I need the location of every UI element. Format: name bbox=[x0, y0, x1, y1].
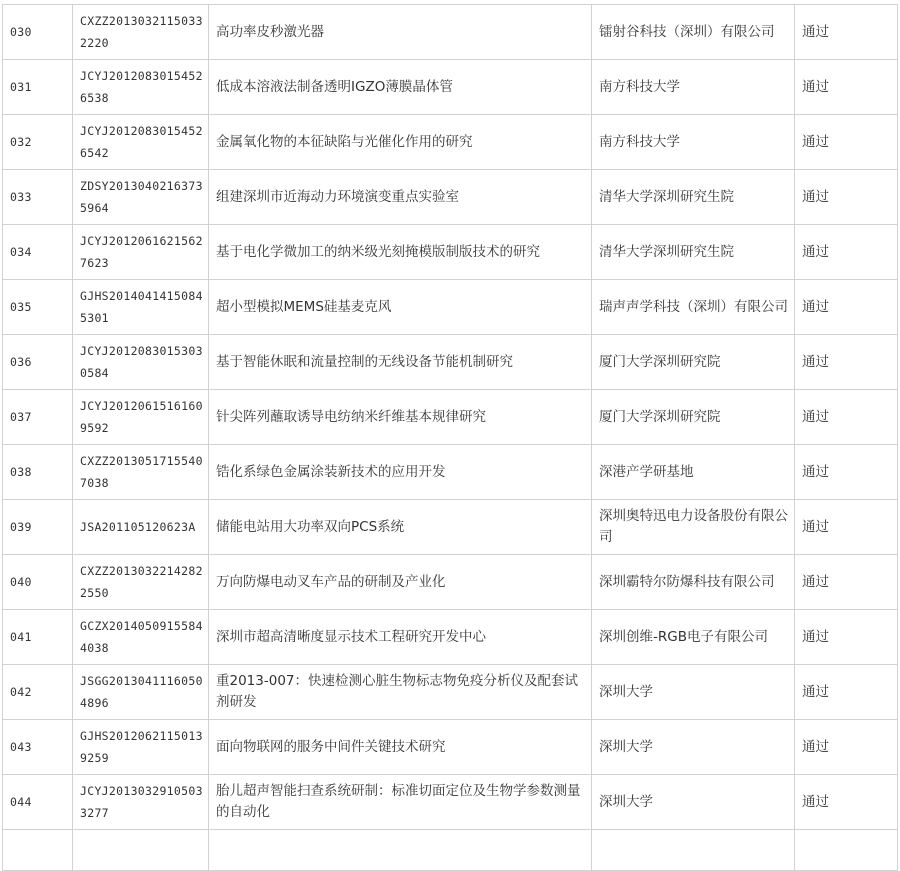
project-name-cell: 锆化系绿色金属涂装新技术的应用开发 bbox=[209, 445, 592, 500]
row-number-cell: 042 bbox=[3, 665, 73, 720]
project-code-cell: JCYJ20120615161609592 bbox=[73, 390, 209, 445]
project-name-cell: 组建深圳市近海动力环境演变重点实验室 bbox=[209, 170, 592, 225]
organization-cell: 深圳大学 bbox=[592, 775, 795, 830]
table-body bbox=[3, 5, 898, 871]
organization-cell: 深圳大学 bbox=[592, 720, 795, 775]
project-code-cell bbox=[73, 830, 209, 871]
project-code-cell: GJHS20120621150139259 bbox=[73, 720, 209, 775]
organization-cell: 深圳霸特尔防爆科技有限公司 bbox=[592, 555, 795, 610]
row-number-cell bbox=[3, 830, 73, 871]
row-number-cell: 039 bbox=[3, 500, 73, 555]
project-name-cell: 低成本溶液法制备透明IGZO薄膜晶体管 bbox=[209, 60, 592, 115]
project-name-cell: 基于电化学微加工的纳米级光刻掩模版制版技术的研究 bbox=[209, 225, 592, 280]
organization-cell: 厦门大学深圳研究院 bbox=[592, 390, 795, 445]
project-acceptance-table bbox=[2, 4, 898, 871]
table-row bbox=[3, 830, 898, 871]
project-name-cell: 针尖阵列蘸取诱导电纺纳米纤维基本规律研究 bbox=[209, 390, 592, 445]
result-cell: 通过 bbox=[795, 335, 898, 390]
project-code-cell: JCYJ20120830153030584 bbox=[73, 335, 209, 390]
row-number-cell: 043 bbox=[3, 720, 73, 775]
project-code-cell: JCYJ20130329105033277 bbox=[73, 775, 209, 830]
table-row bbox=[3, 335, 898, 390]
table-row bbox=[3, 115, 898, 170]
table-row bbox=[3, 665, 898, 720]
row-number-cell: 031 bbox=[3, 60, 73, 115]
project-code-cell: JCYJ20120616215627623 bbox=[73, 225, 209, 280]
table-row bbox=[3, 170, 898, 225]
project-code-cell: CXZZ20130321150332220 bbox=[73, 5, 209, 60]
organization-cell: 清华大学深圳研究生院 bbox=[592, 170, 795, 225]
row-number-cell: 030 bbox=[3, 5, 73, 60]
row-number-cell: 034 bbox=[3, 225, 73, 280]
project-code-cell: JCYJ20120830154526542 bbox=[73, 115, 209, 170]
table-row bbox=[3, 775, 898, 830]
table-row bbox=[3, 500, 898, 555]
row-number-cell: 036 bbox=[3, 335, 73, 390]
row-number-cell: 041 bbox=[3, 610, 73, 665]
result-cell: 通过 bbox=[795, 500, 898, 555]
row-number-cell: 035 bbox=[3, 280, 73, 335]
project-name-cell: 胎儿超声智能扫查系统研制：标准切面定位及生物学参数测量的自动化 bbox=[209, 775, 592, 830]
table-row bbox=[3, 720, 898, 775]
project-name-cell: 面向物联网的服务中间件关键技术研究 bbox=[209, 720, 592, 775]
organization-cell: 清华大学深圳研究生院 bbox=[592, 225, 795, 280]
project-name-cell: 储能电站用大功率双向PCS系统 bbox=[209, 500, 592, 555]
organization-cell: 镭射谷科技（深圳）有限公司 bbox=[592, 5, 795, 60]
result-cell: 通过 bbox=[795, 280, 898, 335]
row-number-cell: 037 bbox=[3, 390, 73, 445]
result-cell: 通过 bbox=[795, 775, 898, 830]
organization-cell: 厦门大学深圳研究院 bbox=[592, 335, 795, 390]
project-code-cell: JSGG20130411160504896 bbox=[73, 665, 209, 720]
result-cell: 通过 bbox=[795, 390, 898, 445]
project-name-cell: 万向防爆电动叉车产品的研制及产业化 bbox=[209, 555, 592, 610]
project-code-cell: ZDSY20130402163735964 bbox=[73, 170, 209, 225]
result-cell: 通过 bbox=[795, 115, 898, 170]
result-cell bbox=[795, 830, 898, 871]
table-row bbox=[3, 5, 898, 60]
organization-cell: 深圳大学 bbox=[592, 665, 795, 720]
organization-cell: 南方科技大学 bbox=[592, 115, 795, 170]
row-number-cell: 040 bbox=[3, 555, 73, 610]
result-cell: 通过 bbox=[795, 60, 898, 115]
project-name-cell: 重2013-007：快速检测心脏生物标志物免疫分析仪及配套试剂研发 bbox=[209, 665, 592, 720]
table-row bbox=[3, 280, 898, 335]
row-number-cell: 038 bbox=[3, 445, 73, 500]
project-name-cell: 基于智能休眠和流量控制的无线设备节能机制研究 bbox=[209, 335, 592, 390]
result-cell: 通过 bbox=[795, 445, 898, 500]
result-cell: 通过 bbox=[795, 5, 898, 60]
project-name-cell: 高功率皮秒激光器 bbox=[209, 5, 592, 60]
project-code-cell: GJHS20140414150845301 bbox=[73, 280, 209, 335]
organization-cell bbox=[592, 830, 795, 871]
project-code-cell: GCZX20140509155844038 bbox=[73, 610, 209, 665]
organization-cell: 瑞声声学科技（深圳）有限公司 bbox=[592, 280, 795, 335]
result-cell: 通过 bbox=[795, 665, 898, 720]
result-cell: 通过 bbox=[795, 555, 898, 610]
table-row bbox=[3, 390, 898, 445]
organization-cell: 深港产学研基地 bbox=[592, 445, 795, 500]
result-cell: 通过 bbox=[795, 170, 898, 225]
project-code-cell: CXZZ20130322142822550 bbox=[73, 555, 209, 610]
row-number-cell: 033 bbox=[3, 170, 73, 225]
result-cell: 通过 bbox=[795, 720, 898, 775]
organization-cell: 南方科技大学 bbox=[592, 60, 795, 115]
table-row bbox=[3, 445, 898, 500]
project-name-cell: 超小型模拟MEMS硅基麦克风 bbox=[209, 280, 592, 335]
project-code-cell: CXZZ20130517155407038 bbox=[73, 445, 209, 500]
project-name-cell bbox=[209, 830, 592, 871]
table-row bbox=[3, 60, 898, 115]
organization-cell: 深圳创维-RGB电子有限公司 bbox=[592, 610, 795, 665]
result-cell: 通过 bbox=[795, 225, 898, 280]
row-number-cell: 032 bbox=[3, 115, 73, 170]
project-code-cell: JCYJ20120830154526538 bbox=[73, 60, 209, 115]
result-cell: 通过 bbox=[795, 610, 898, 665]
row-number-cell: 044 bbox=[3, 775, 73, 830]
project-code-cell: JSA201105120623A bbox=[73, 500, 209, 555]
table-row bbox=[3, 610, 898, 665]
table-row bbox=[3, 225, 898, 280]
organization-cell: 深圳奥特迅电力设备股份有限公司 bbox=[592, 500, 795, 555]
project-name-cell: 深圳市超高清晰度显示技术工程研究开发中心 bbox=[209, 610, 592, 665]
table-row bbox=[3, 555, 898, 610]
project-name-cell: 金属氧化物的本征缺陷与光催化作用的研究 bbox=[209, 115, 592, 170]
